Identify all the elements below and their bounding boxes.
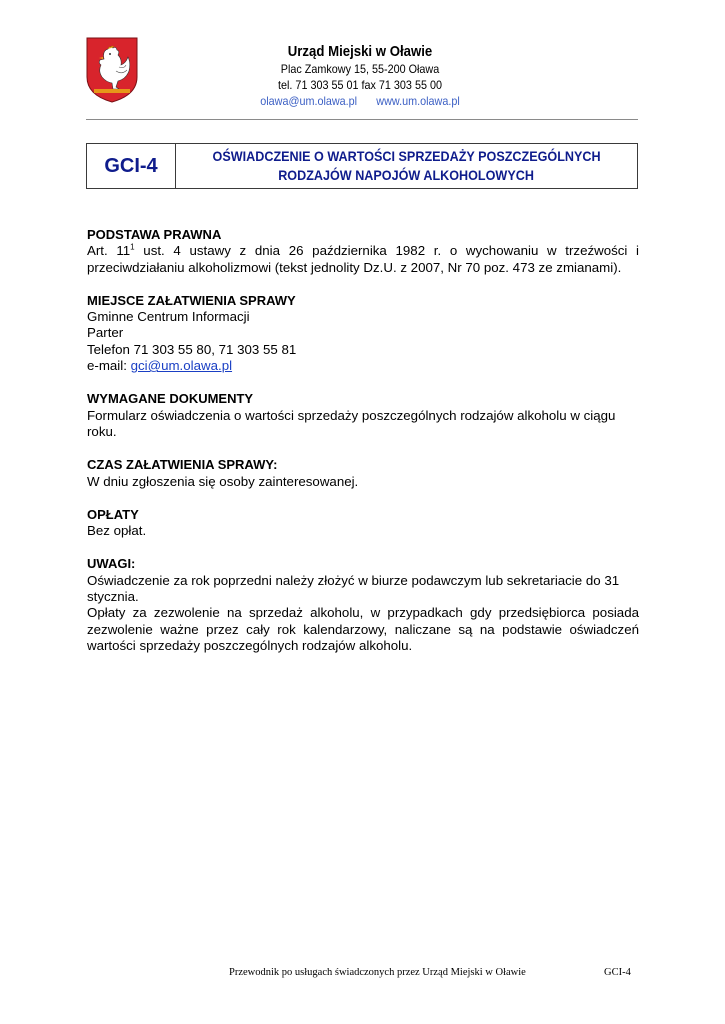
time-text: W dniu zgłoszenia się osoby zainteresowanej. (87, 473, 359, 489)
place-line-email (87, 358, 639, 374)
office-website-link[interactable]: www.um.olawa.pl (376, 94, 460, 108)
legal-basis-text-start: Art. 11 (87, 243, 131, 259)
header-divider (86, 119, 638, 120)
documents-heading: WYMAGANE DOKUMENTY (87, 391, 254, 407)
place-section (87, 293, 639, 374)
office-phone: tel. 71 303 55 01 fax 71 303 55 00 (278, 78, 442, 92)
service-title-line-1: OŚWIADCZENIE O WARTOŚCI SPRZEDAŻY POSZCZEGÓLNYCH (212, 148, 601, 164)
office-header (170, 42, 550, 109)
office-contact-links (189, 93, 531, 109)
document-body (87, 227, 639, 671)
place-email-link[interactable]: gci@um.olawa.pl (130, 358, 233, 374)
documents-text: Formularz oświadczenia o wartości sprzedaży poszczególnych rodzajów alkoholu w ciągu roku. (87, 407, 616, 439)
office-address: Plac Zamkowy 15, 55-200 Oława (280, 62, 440, 76)
legal-basis-text-rest: ust. 4 ustawy z dnia 26 października 1982 r. o wychowaniu w trzeźwości i przeciwdziałaniu alkoholizmowi (tekst jednolity Dz.U. z 2007, Nr 70 poz. 473 ze zmianami). (87, 243, 639, 275)
legal-basis-superscript: 1 (130, 242, 135, 252)
legal-basis-section (87, 227, 639, 276)
footer-code: GCI-4 (604, 967, 631, 978)
service-title (176, 144, 637, 188)
notes-line-2: Opłaty za zezwolenie na sprzedaż alkoholu, w przypadkach gdy przedsiębiorca posiada zezwolenie ważne przez cały rok kalendarzowy, naliczane są na podstawie oświadczeń wartości sprzedaży poszczególnych rodzajów alkoholu. (87, 605, 639, 653)
notes-line-1: Oświadczenie za rok poprzedni należy złożyć w biurze podawczym lub sekretariacie do 31 stycznia. (87, 572, 620, 605)
office-name: Urząd Miejski w Oławie (287, 43, 433, 60)
fees-section (87, 507, 639, 540)
service-title-line-2: RODZAJÓW NAPOJÓW ALKOHOLOWYCH (278, 167, 535, 183)
footer-text: Przewodnik po usługach świadczonych przez Urząd Miejski w Oławie (229, 967, 526, 978)
time-section (87, 457, 639, 490)
place-line-phone: Telefon 71 303 55 80, 71 303 55 81 (87, 341, 297, 357)
office-email-link[interactable]: olawa@um.olawa.pl (260, 94, 358, 108)
fees-text: Bez opłat. (87, 523, 147, 539)
fees-heading: OPŁATY (87, 506, 139, 522)
place-heading: MIEJSCE ZAŁATWIENIA SPRAWY (87, 292, 296, 308)
service-code: GCI-4 (87, 144, 176, 188)
notes-heading: UWAGI: (87, 556, 136, 572)
service-title-box (86, 143, 638, 189)
documents-section (87, 391, 639, 440)
time-heading: CZAS ZAŁATWIENIA SPRAWY: (87, 457, 278, 473)
notes-section (87, 556, 639, 654)
place-email-label: e-mail: (87, 358, 131, 374)
coat-of-arms-logo (86, 37, 138, 103)
legal-basis-text (87, 243, 639, 276)
place-line-office: Gminne Centrum Informacji (87, 309, 250, 325)
place-line-floor: Parter (87, 325, 124, 341)
legal-basis-heading: PODSTAWA PRAWNA (87, 227, 222, 242)
